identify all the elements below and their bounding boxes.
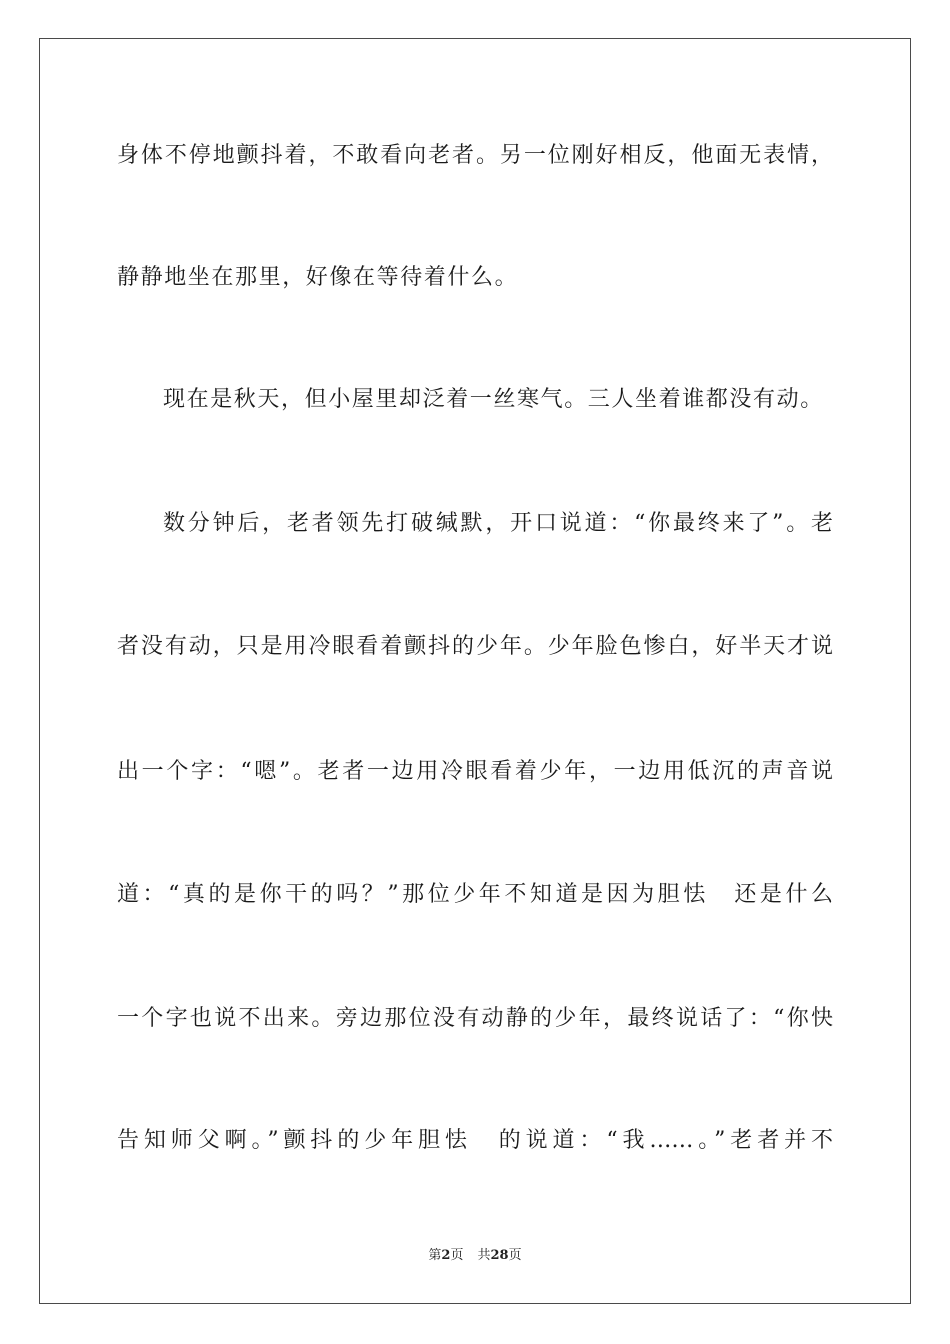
text-line-6: 出一个字：“嗯”。老者一边用冷眼看着少年，一边用低沉的声音说 — [117, 759, 833, 784]
text-line-4: 数分钟后，老者领先打破缄默，开口说道：“你最终来了”。老 — [163, 511, 833, 536]
footer-page-number: 2 — [441, 1248, 451, 1263]
text-line-9: 告知师父啊。”颤抖的少年胆怯 的说道：“我……。”老者并不 — [117, 1128, 833, 1153]
text-line-5: 者没有动，只是用冷眼看着颤抖的少年。少年脸色惨白，好半天才说 — [117, 634, 833, 659]
text-line-1: 身体不停地颤抖着，不敢看向老者。另一位刚好相反，他面无表情， — [117, 143, 833, 168]
page-border — [39, 38, 911, 1304]
text-line-2: 静静地坐在那里，好像在等待着什么。 — [117, 265, 519, 290]
footer-page-suffix: 页 — [450, 1248, 464, 1263]
page-footer — [0, 1247, 950, 1265]
footer-total-suffix: 页 — [508, 1248, 522, 1263]
text-line-8: 一个字也说不出来。旁边那位没有动静的少年，最终说话了：“你快 — [117, 1006, 833, 1031]
text-line-7: 道：“真的是你干的吗？”那位少年不知道是因为胆怯 还是什么 — [117, 882, 833, 907]
text-line-3: 现在是秋天，但小屋里却泛着一丝寒气。三人坐着谁都没有动。 — [163, 387, 824, 412]
footer-total-pages: 28 — [490, 1248, 509, 1263]
footer-total-prefix: 共 — [477, 1248, 491, 1263]
footer-page-prefix: 第 — [428, 1248, 442, 1263]
